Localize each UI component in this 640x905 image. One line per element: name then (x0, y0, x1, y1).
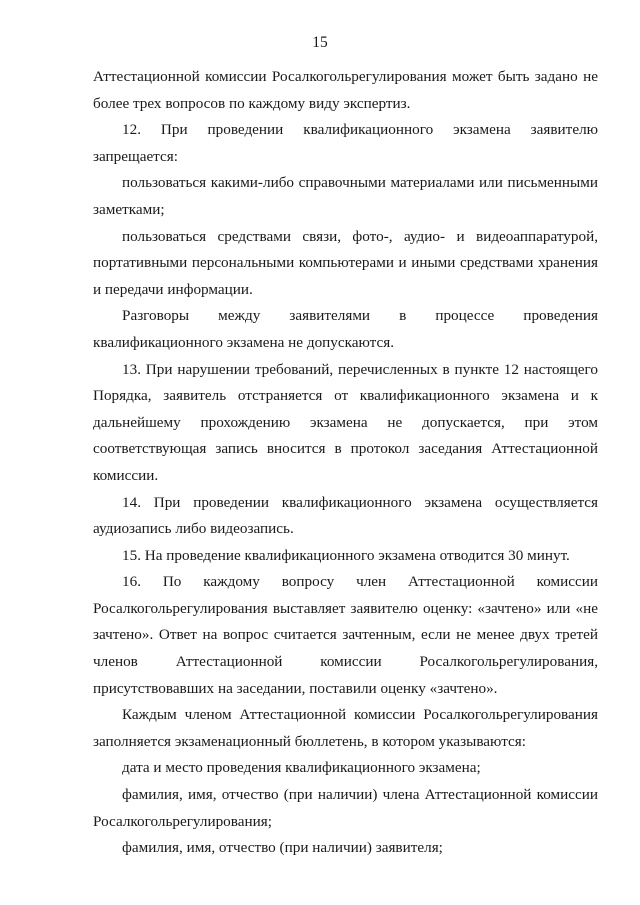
page-number: 15 (312, 34, 328, 51)
paragraph-ban-reference-materials: пользоваться какими-либо справочными материалами или письменными заметками; (93, 174, 598, 218)
paragraph-item-15: 15. На проведение квалификационного экзамена отводится 30 минут. (122, 546, 570, 564)
paragraph-ban-talking: Разговоры между заявителями в процессе проведения квалификационного экзамена не допускаются. (93, 307, 598, 351)
paragraph-ballot: Каждым членом Аттестационной комиссии Росалкогольрегулирования заполняется экзаменационный бюллетень, в котором указываются: (93, 706, 598, 750)
paragraph-item-16: 16. По каждому вопросу член Аттестационной комиссии Росалкогольрегулирования выставляет заявителю оценку: «зачтено» или «не зачтено». Ответ на вопрос считается зачтенным, если не менее двух третей членов Аттестационной комиссии Росалкогольрегулирования, присутствовавших на заседании, поставили оценку «зачтено». (93, 573, 598, 697)
paragraph-item-13: 13. При нарушении требований, перечисленных в пункте 12 настоящего Порядка, заявитель отстраняется от квалификационного экзамена и к дальнейшему прохождению экзамена не допускается, при этом соответствующая запись вносится в протокол заседания Аттестационной комиссии. (93, 360, 598, 484)
paragraph-ballot-date-place: дата и место проведения квалификационного экзамена; (122, 759, 481, 777)
paragraph-continuation: Аттестационной комиссии Росалкогольрегулирования может быть задано не более трех вопросов по каждому виду экспертиз. (93, 68, 598, 112)
document-body (93, 64, 598, 862)
paragraph-item-12: 12. При проведении квалификационного экзамена заявителю запрещается: (93, 121, 598, 165)
paragraph-ballot-member-name: фамилия, имя, отчество (при наличии) члена Аттестационной комиссии Росалкогольрегулирования; (93, 786, 598, 830)
paragraph-item-14: 14. При проведении квалификационного экзамена осуществляется аудиозапись либо видеозапись. (93, 493, 598, 538)
paragraph-ban-devices: пользоваться средствами связи, фото-, аудио- и видеоаппаратурой, портативными персональными компьютерами и иными средствами хранения и передачи информации. (93, 227, 598, 298)
paragraph-ballot-applicant-name: фамилия, имя, отчество (при наличии) заявителя; (122, 839, 443, 857)
